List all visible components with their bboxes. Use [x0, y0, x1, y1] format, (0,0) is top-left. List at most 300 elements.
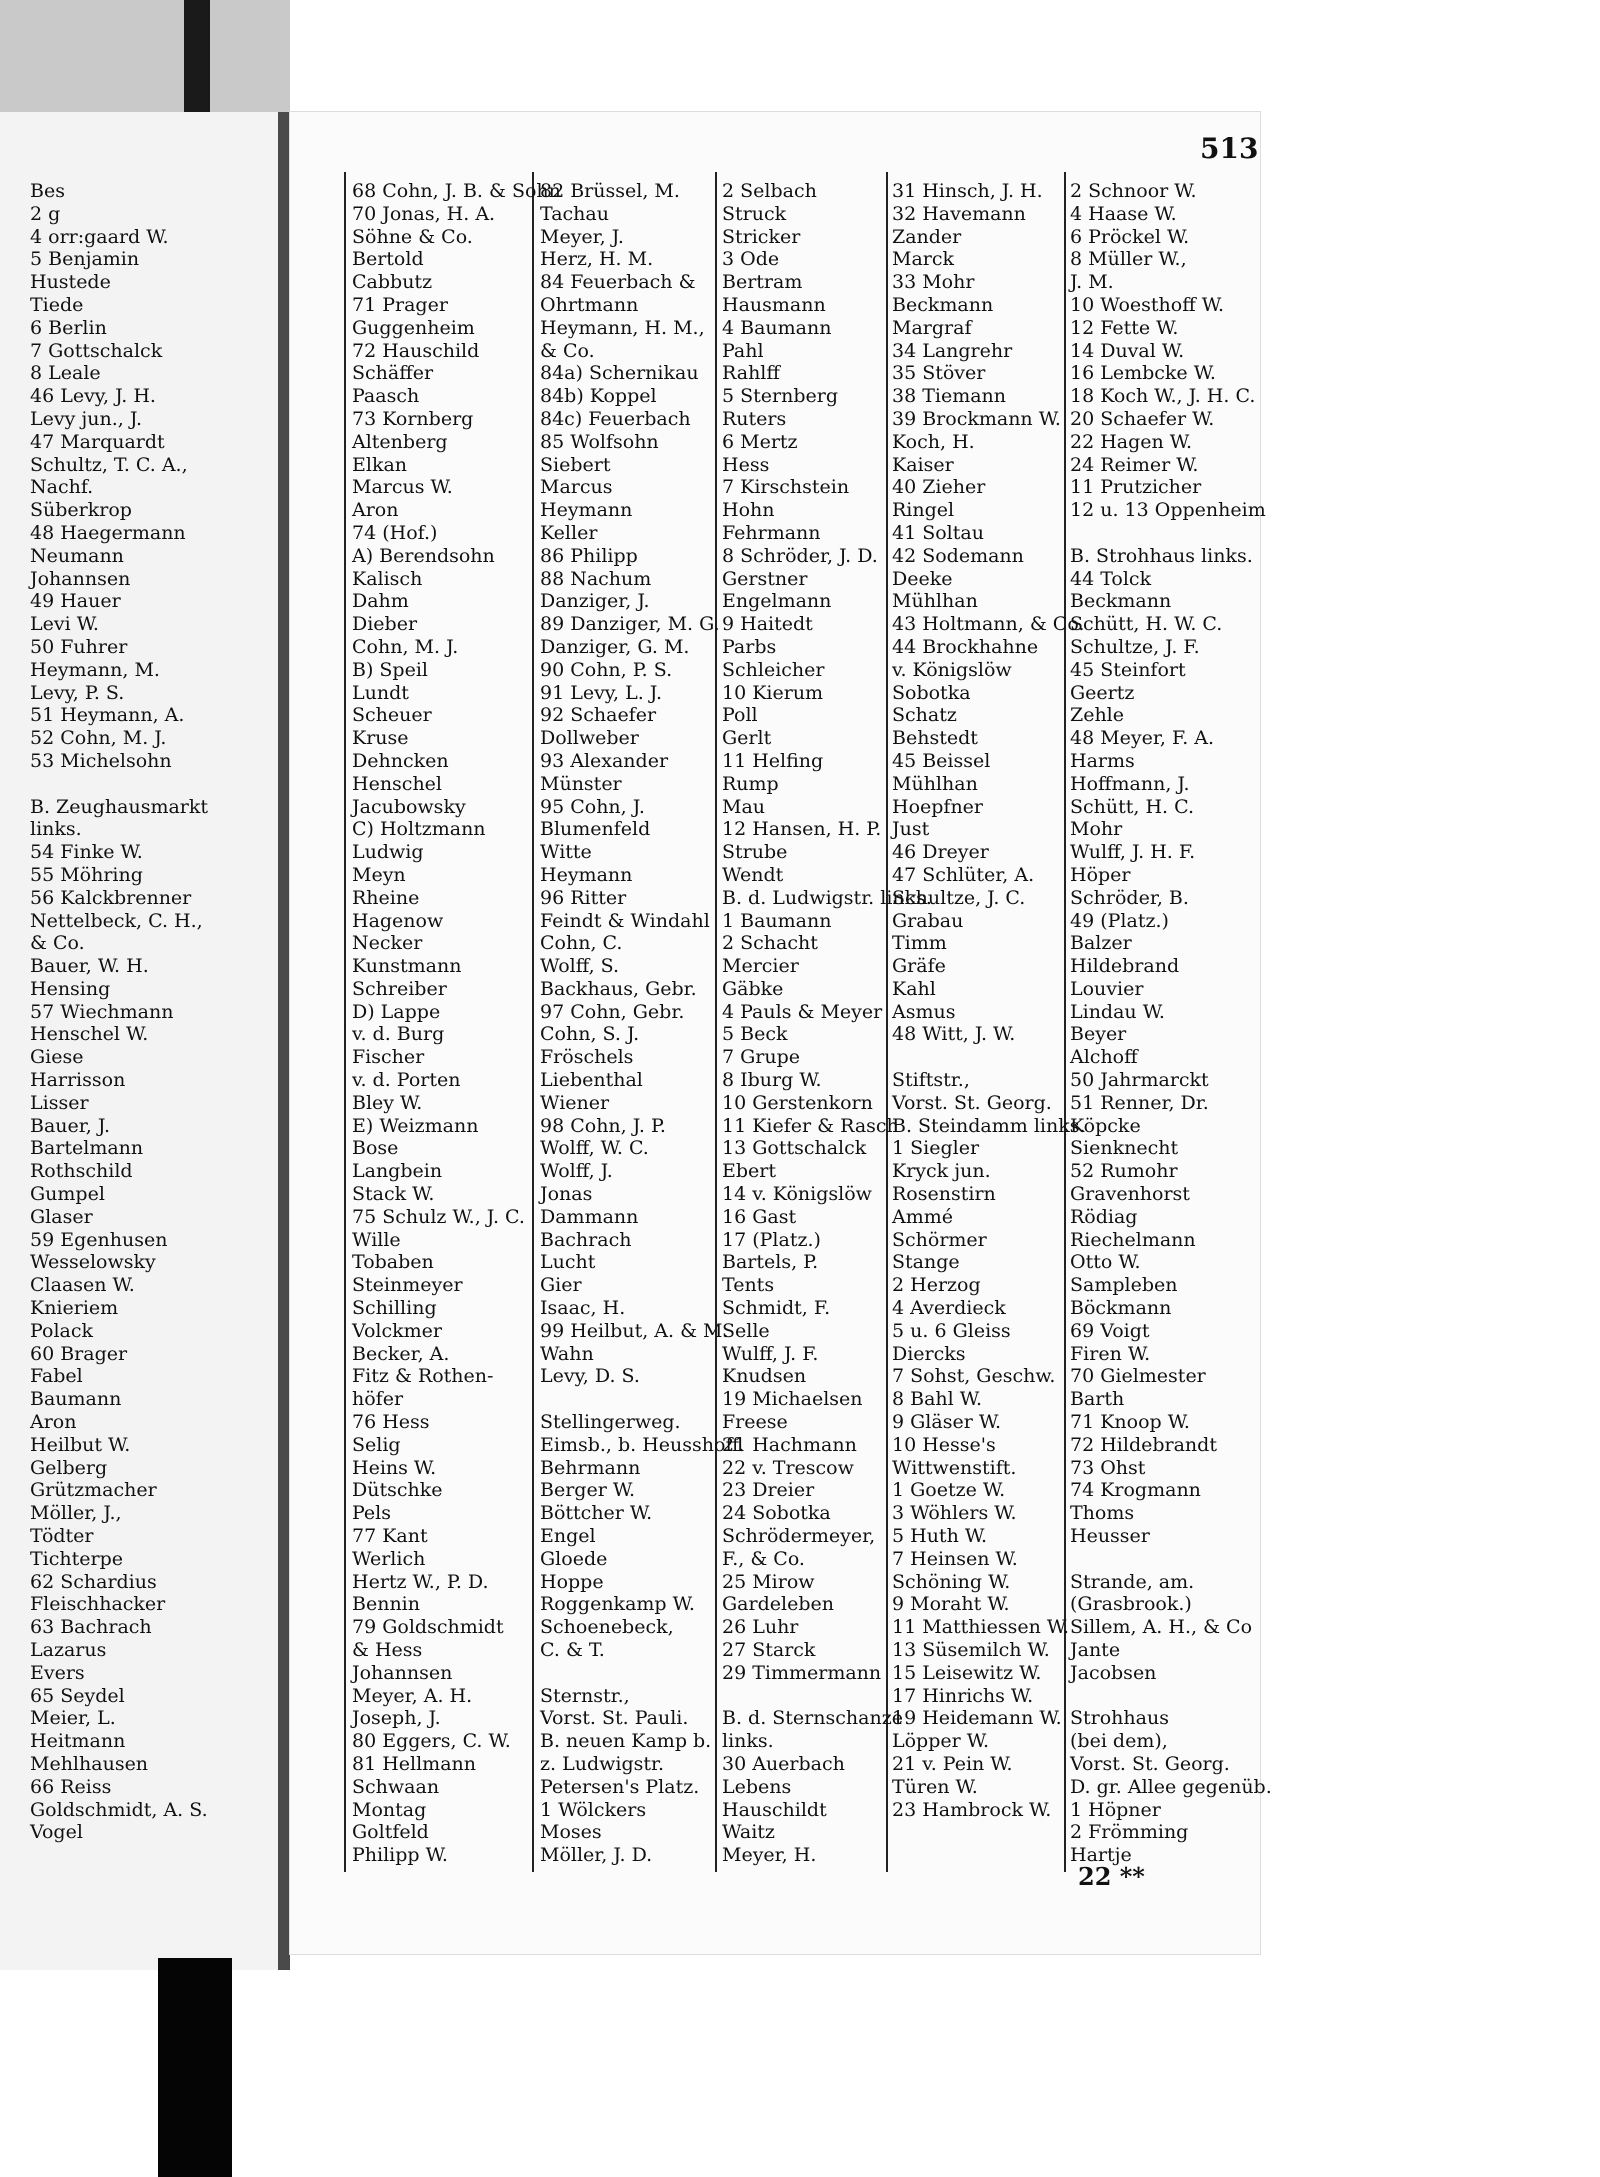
directory-line: Wulff, J. F. [722, 1342, 819, 1365]
directory-line: Levy, P. S. [30, 681, 125, 704]
directory-line: Hustede [30, 271, 111, 294]
directory-line: 43 Holtmann, & Co. [892, 613, 1085, 636]
directory-line: Mohr [1070, 818, 1123, 841]
directory-line: 81 Hellmann [352, 1752, 477, 1775]
directory-line: Jacubowsky [352, 795, 466, 818]
directory-line: Montag [352, 1798, 427, 1821]
directory-line: Otto W. [1070, 1251, 1141, 1274]
directory-line: Neumann [30, 544, 124, 567]
directory-line: Rheine [352, 886, 420, 909]
directory-line: Gumpel [30, 1183, 105, 1206]
directory-line: 86 Philipp [540, 544, 638, 567]
directory-line: 2 Frömming [1070, 1821, 1189, 1844]
directory-line: Jonas [540, 1183, 593, 1206]
directory-line: 50 Jahrmarckt [1070, 1069, 1209, 1092]
directory-line: Johannsen [30, 567, 131, 590]
directory-line: 21 Hachmann [722, 1433, 857, 1456]
directory-line: Mühlhan [892, 590, 978, 613]
directory-line: Kalisch [352, 567, 423, 590]
directory-line: Schwaan [352, 1775, 440, 1798]
directory-line: & Co. [540, 339, 595, 362]
directory-line: Stiftstr., [892, 1069, 970, 1092]
directory-line: Joseph, J. [352, 1707, 441, 1730]
directory-line: 39 Brockmann W. [892, 407, 1061, 430]
directory-line: Fischer [352, 1046, 425, 1069]
directory-line: 19 Michaelsen [722, 1388, 863, 1411]
directory-line: Fleischhacker [30, 1593, 166, 1616]
directory-line: Wulff, J. H. F. [1070, 841, 1196, 864]
column-1 [30, 180, 208, 1844]
directory-line: 95 Cohn, J. [540, 795, 645, 818]
directory-line: Levy jun., J. [30, 407, 143, 430]
directory-line: Eimsb., b. Heusshoff. [540, 1433, 745, 1456]
directory-line: 15 Leisewitz W. [892, 1661, 1042, 1684]
directory-line: 22 Hagen W. [1070, 430, 1193, 453]
directory-line: Lundt [352, 681, 409, 704]
directory-line: 13 Gottschalck [722, 1137, 867, 1160]
directory-line: Grabau [892, 909, 964, 932]
directory-line: 53 Michelsohn [30, 749, 172, 772]
directory-line: Henschel W. [30, 1023, 149, 1046]
directory-line: Schleicher [722, 658, 825, 681]
directory-line: Hensing [30, 977, 111, 1000]
directory-line: Vorst. St. Pauli. [540, 1707, 689, 1730]
directory-line: 72 Hauschild [352, 339, 480, 362]
directory-line: 31 Hinsch, J. H. [892, 180, 1043, 202]
directory-line: & Co. [30, 932, 85, 955]
directory-line: Schmidt, F. [722, 1297, 831, 1320]
directory-line: Höper [1070, 863, 1131, 886]
directory-line: Vogel [30, 1821, 83, 1844]
directory-line: Marcus [540, 476, 613, 499]
directory-line: Lazarus [30, 1639, 107, 1661]
directory-line: 27 Starck [722, 1639, 816, 1661]
directory-line: Dollweber [540, 727, 639, 750]
directory-line: Marcus W. [352, 476, 453, 499]
directory-line: Gerstner [722, 567, 808, 590]
directory-line: Heitmann [30, 1730, 126, 1753]
directory-line: Schütt, H. C. [1070, 795, 1195, 818]
directory-line: Wahn [540, 1342, 594, 1365]
directory-line: 76 Hess [352, 1411, 430, 1434]
directory-line: Diercks [892, 1342, 966, 1365]
directory-line: Guggenheim [352, 316, 475, 339]
directory-line: Heymann [540, 499, 633, 522]
directory-line: Schäffer [352, 362, 434, 385]
directory-line: 84c) Feuerbach [540, 407, 691, 430]
directory-line: Gloede [540, 1547, 608, 1570]
directory-line: Asmus [892, 1000, 956, 1023]
directory-line: 22 v. Trescow [722, 1456, 854, 1479]
directory-line: 12 Fette W. [1070, 316, 1179, 339]
directory-line: 3 Wöhlers W. [892, 1502, 1017, 1525]
directory-line: Gardeleben [722, 1593, 834, 1616]
directory-line: Hauschildt [722, 1798, 827, 1821]
directory-line: 52 Cohn, M. J. [30, 727, 167, 750]
directory-line: Hildebrand [1070, 955, 1180, 978]
directory-line: 84b) Koppel [540, 385, 657, 408]
directory-line: links. [30, 818, 82, 841]
directory-line: Vorst. St. Georg. [1070, 1752, 1230, 1775]
directory-line: A) Berendsohn [352, 544, 495, 567]
directory-line: 46 Dreyer [892, 841, 989, 864]
directory-line: 46 Levy, J. H. [30, 385, 156, 408]
directory-line: 8 Iburg W. [722, 1069, 822, 1092]
directory-line: 70 Gielmester [1070, 1365, 1206, 1388]
directory-line: 14 v. Königslöw [722, 1183, 872, 1206]
directory-line: Sobotka [892, 681, 971, 704]
directory-line: 7 Kirschstein [722, 476, 850, 499]
directory-line: 63 Bachrach [30, 1616, 152, 1639]
directory-line [1070, 522, 1272, 545]
directory-line: Wendt [722, 863, 784, 886]
directory-line: Evers [30, 1661, 85, 1684]
directory-line: 77 Kant [352, 1525, 428, 1548]
directory-line: 16 Lembcke W. [1070, 362, 1216, 385]
directory-line: Ammé [892, 1205, 953, 1228]
directory-line: Blumenfeld [540, 818, 651, 841]
directory-line: Ebert [722, 1160, 776, 1183]
directory-line: Dehncken [352, 749, 449, 772]
directory-line: 44 Brockhahne [892, 635, 1039, 658]
directory-line: Hagenow [352, 909, 444, 932]
directory-line: z. Ludwigstr. [540, 1752, 665, 1775]
directory-line: 49 Hauer [30, 590, 121, 613]
directory-line: (bei dem), [1070, 1730, 1168, 1753]
directory-line: 42 Sodemann [892, 544, 1024, 567]
directory-line: 11 Prutzicher [1070, 476, 1202, 499]
directory-line: Hausmann [722, 293, 826, 316]
directory-line: Margraf [892, 316, 972, 339]
directory-line: 5 Sternberg [722, 385, 838, 408]
directory-line: Cohn, S. J. [540, 1023, 640, 1046]
directory-line: 32 Havemann [892, 202, 1026, 225]
directory-line: Werlich [352, 1547, 426, 1570]
directory-line: höfer [352, 1388, 404, 1411]
directory-line: Strube [722, 841, 788, 864]
directory-line: Sienknecht [1070, 1137, 1179, 1160]
directory-line: Zander [892, 225, 962, 248]
directory-line: 19 Heidemann W. [892, 1707, 1062, 1730]
directory-line: Henschel [352, 772, 442, 795]
directory-line: v. Königslöw [892, 658, 1012, 681]
directory-line: 70 Jonas, H. A. [352, 202, 496, 225]
directory-line: Heymann, M. [30, 658, 160, 681]
page-gutter [278, 112, 290, 1970]
directory-line: 97 Cohn, Gebr. [540, 1000, 685, 1023]
directory-line: 68 Cohn, J. B. & Sohn [352, 180, 561, 202]
directory-line: 56 Kalckbrenner [30, 886, 192, 909]
directory-line: Tödter [30, 1525, 94, 1548]
directory-line: 10 Gerstenkorn [722, 1091, 873, 1114]
directory-line: 23 Dreier [722, 1479, 815, 1502]
directory-line: 6 Mertz [722, 430, 798, 453]
directory-line: C. & T. [540, 1639, 605, 1661]
directory-line: 5 Benjamin [30, 248, 140, 271]
directory-line: 71 Prager [352, 293, 448, 316]
directory-line: Münster [540, 772, 622, 795]
directory-line: Tichterpe [30, 1547, 123, 1570]
directory-line: Steinmeyer [352, 1274, 463, 1297]
directory-line: Behrmann [540, 1456, 641, 1479]
directory-line: Türen W. [892, 1775, 978, 1798]
directory-line: Lebens [722, 1775, 792, 1798]
directory-line: Schreiber [352, 977, 447, 1000]
directory-line: Pels [352, 1502, 392, 1525]
column-3 [540, 180, 744, 1867]
directory-line: Bartels, P. [722, 1251, 819, 1274]
directory-line: Louvier [1070, 977, 1144, 1000]
directory-line: Claasen W. [30, 1274, 135, 1297]
directory-line: 7 Gottschalck [30, 339, 163, 362]
directory-line: Schatz [892, 704, 957, 727]
directory-line: Becker, A. [352, 1342, 450, 1365]
column-5 [892, 180, 1086, 1821]
directory-line: 7 Heinsen W. [892, 1547, 1018, 1570]
directory-line: 4 orr:gaard W. [30, 225, 169, 248]
directory-line: Bertold [352, 248, 424, 271]
directory-line: 48 Meyer, F. A. [1070, 727, 1215, 750]
directory-line: 5 Beck [722, 1023, 788, 1046]
directory-line: Schilling [352, 1297, 437, 1320]
directory-line: 50 Fuhrer [30, 635, 128, 658]
directory-line: 30 Auerbach [722, 1752, 845, 1775]
directory-line: Schörmer [892, 1228, 987, 1251]
directory-line: 11 Helfing [722, 749, 824, 772]
directory-line [540, 1662, 744, 1685]
directory-line: 35 Stöver [892, 362, 986, 385]
directory-line: B. d. Sternschanze [722, 1707, 903, 1730]
directory-line: Berger W. [540, 1479, 636, 1502]
directory-line: Poll [722, 704, 758, 727]
directory-line: 55 Möhring [30, 863, 143, 886]
directory-line: Paasch [352, 385, 420, 408]
directory-line: 10 Kierum [722, 681, 824, 704]
directory-line: Cohn, C. [540, 932, 623, 955]
directory-line: 25 Mirow [722, 1570, 815, 1593]
directory-line: 17 (Platz.) [722, 1228, 821, 1251]
directory-line: 4 Baumann [722, 316, 832, 339]
directory-line: D. gr. Allee gegenüb. [1070, 1775, 1272, 1798]
directory-line: Philipp W. [352, 1844, 448, 1867]
directory-line: Beckmann [892, 293, 994, 316]
directory-line: Mühlhan [892, 772, 978, 795]
directory-line: Wolff, W. C. [540, 1137, 649, 1160]
directory-line: Feindt & Windahl [540, 909, 710, 932]
directory-line: Möller, J. D. [540, 1844, 653, 1867]
directory-line: Gelberg [30, 1456, 108, 1479]
directory-line: Glaser [30, 1205, 93, 1228]
directory-line: 5 u. 6 Gleiss [892, 1319, 1011, 1342]
directory-line: 51 Renner, Dr. [1070, 1091, 1209, 1114]
directory-line: 8 Bahl W. [892, 1388, 983, 1411]
directory-line: 65 Seydel [30, 1684, 125, 1707]
directory-line: Elkan [352, 453, 408, 476]
directory-line: Cabbutz [352, 271, 433, 294]
directory-line: Rödiag [1070, 1205, 1138, 1228]
directory-line: 2 Schacht [722, 932, 818, 955]
directory-line: links. [722, 1730, 774, 1753]
directory-line: Vorst. St. Georg. [892, 1091, 1052, 1114]
directory-line: Wiener [540, 1091, 610, 1114]
directory-line: Wille [352, 1228, 401, 1251]
directory-line: Ludwig [352, 841, 424, 864]
directory-line: Riechelmann [1070, 1228, 1196, 1251]
directory-line: Sternstr., [540, 1684, 630, 1707]
directory-line: Schöning W. [892, 1570, 1011, 1593]
directory-line: Bose [352, 1137, 399, 1160]
directory-line: 79 Goldschmidt [352, 1616, 504, 1639]
directory-line: 8 Leale [30, 362, 101, 385]
directory-line: Necker [352, 932, 423, 955]
directory-line: Selig [352, 1433, 401, 1456]
directory-line: 1 Goetze W. [892, 1479, 1006, 1502]
directory-line: Geertz [1070, 681, 1135, 704]
directory-line: 49 (Platz.) [1070, 909, 1169, 932]
directory-line: 75 Schulz W., J. C. [352, 1205, 525, 1228]
directory-line: Wesselowsky [30, 1251, 156, 1274]
directory-line: 2 Schnoor W. [1070, 180, 1197, 202]
directory-line: Balzer [1070, 932, 1132, 955]
directory-line: Langbein [352, 1160, 443, 1183]
directory-line: v. d. Porten [352, 1069, 461, 1092]
directory-line: 34 Langrehr [892, 339, 1013, 362]
directory-line: Petersen's Platz. [540, 1775, 700, 1798]
directory-line: Keller [540, 521, 598, 544]
directory-line: 90 Cohn, P. S. [540, 658, 673, 681]
directory-line: Thoms [1070, 1502, 1135, 1525]
directory-line: Tachau [540, 202, 609, 225]
directory-line: 89 Danziger, M. G. [540, 613, 720, 636]
directory-line: 84a) Schernikau [540, 362, 699, 385]
directory-line: Wolff, S. [540, 955, 620, 978]
directory-line: Meier, L. [30, 1707, 116, 1730]
directory-line: 41 Soltau [892, 521, 984, 544]
directory-line: 74 Krogmann [1070, 1479, 1201, 1502]
directory-line: 3 Ode [722, 248, 780, 271]
directory-line: Just [892, 818, 930, 841]
directory-line: Bachrach [540, 1228, 632, 1251]
directory-line: 88 Nachum [540, 567, 652, 590]
directory-line: Volckmer [352, 1319, 442, 1342]
directory-line: Nachf. [30, 476, 94, 499]
directory-line: Fabel [30, 1365, 83, 1388]
directory-line: Tents [722, 1274, 775, 1297]
directory-line: Böckmann [1070, 1297, 1172, 1320]
directory-line: Dütschke [352, 1479, 443, 1502]
directory-line: Heymann, H. M., [540, 316, 705, 339]
directory-line: Beyer [1070, 1023, 1127, 1046]
directory-line: Witte [540, 841, 592, 864]
directory-line: 8 Müller W., [1070, 248, 1187, 271]
directory-line: 4 Averdieck [892, 1297, 1006, 1320]
directory-line: Hertz W., P. D. [352, 1570, 489, 1593]
directory-line: 73 Kornberg [352, 407, 474, 430]
directory-line: 9 Moraht W. [892, 1593, 1010, 1616]
directory-line: Siebert [540, 453, 611, 476]
directory-line: Heymann [540, 863, 633, 886]
directory-line: 51 Heymann, A. [30, 704, 185, 727]
directory-line: Deeke [892, 567, 953, 590]
directory-line: Fitz & Rothen- [352, 1365, 494, 1388]
directory-line: 6 Pröckel W. [1070, 225, 1190, 248]
directory-line: 59 Egenhusen [30, 1228, 168, 1251]
directory-line: Alchoff [1070, 1046, 1138, 1069]
directory-line: Giese [30, 1046, 84, 1069]
directory-line: 47 Schlüter, A. [892, 863, 1035, 886]
directory-line: Löpper W. [892, 1730, 989, 1753]
directory-line [1070, 1548, 1272, 1571]
directory-line: Böttcher W. [540, 1502, 653, 1525]
directory-line: Nettelbeck, C. H., [30, 909, 203, 932]
directory-line: 69 Voigt [1070, 1319, 1150, 1342]
directory-line: 82 Brüssel, M. [540, 180, 680, 202]
directory-line: Stellingerweg. [540, 1411, 681, 1434]
directory-line: Barth [1070, 1388, 1125, 1411]
directory-line: B. Zeughausmarkt [30, 795, 209, 818]
directory-line: Köpcke [1070, 1114, 1141, 1137]
directory-line: Parbs [722, 635, 777, 658]
directory-line: 72 Hildebrandt [1070, 1433, 1217, 1456]
column-2 [352, 180, 561, 1867]
directory-line: 40 Zieher [892, 476, 986, 499]
directory-line: Grützmacher [30, 1479, 157, 1502]
directory-line: Jacobsen [1070, 1661, 1157, 1684]
directory-line: Bertram [722, 271, 803, 294]
directory-line: 52 Rumohr [1070, 1160, 1178, 1183]
directory-line: Dieber [352, 613, 418, 636]
directory-line: Hartje [1070, 1844, 1132, 1867]
directory-line: Beckmann [1070, 590, 1172, 613]
directory-line: Herz, H. M. [540, 248, 654, 271]
directory-line: 96 Ritter [540, 886, 627, 909]
directory-line: Rump [722, 772, 779, 795]
directory-line: Hoffmann, J. [1070, 772, 1190, 795]
directory-line: 9 Haitedt [722, 613, 813, 636]
directory-line: 98 Cohn, J. P. [540, 1114, 666, 1137]
directory-line: 57 Wiechmann [30, 1000, 174, 1023]
directory-line: 23 Hambrock W. [892, 1798, 1052, 1821]
directory-line: 71 Knoop W. [1070, 1411, 1190, 1434]
directory-line: Mehlhausen [30, 1752, 149, 1775]
directory-line: Levi W. [30, 613, 99, 636]
directory-line: Levy, D. S. [540, 1365, 640, 1388]
column-6 [1070, 180, 1272, 1867]
directory-line: F., & Co. [722, 1547, 805, 1570]
directory-line: 38 Tiemann [892, 385, 1007, 408]
directory-line: Engelmann [722, 590, 832, 613]
directory-line: Gravenhorst [1070, 1183, 1190, 1206]
directory-line: Aron [30, 1411, 77, 1434]
directory-line: 8 Schröder, J. D. [722, 544, 878, 567]
directory-line: 11 Matthiessen W. [892, 1616, 1070, 1639]
directory-line: Rothschild [30, 1160, 133, 1183]
directory-line: 73 Ohst [1070, 1456, 1146, 1479]
binding-shadow-top [184, 0, 210, 112]
directory-line: 7 Sohst, Geschw. [892, 1365, 1056, 1388]
directory-line: Behstedt [892, 727, 978, 750]
directory-line: Wittwenstift. [892, 1456, 1017, 1479]
directory-line: Pahl [722, 339, 764, 362]
directory-line: Harrisson [30, 1069, 126, 1092]
directory-line [30, 773, 208, 796]
directory-line: Koch, H. [892, 430, 975, 453]
directory-line: Stricker [722, 225, 801, 248]
directory-line: 45 Steinfort [1070, 658, 1186, 681]
directory-line: 16 Gast [722, 1205, 797, 1228]
directory-line: Schröder, B. [1070, 886, 1189, 909]
directory-line: 85 Wolfsohn [540, 430, 659, 453]
